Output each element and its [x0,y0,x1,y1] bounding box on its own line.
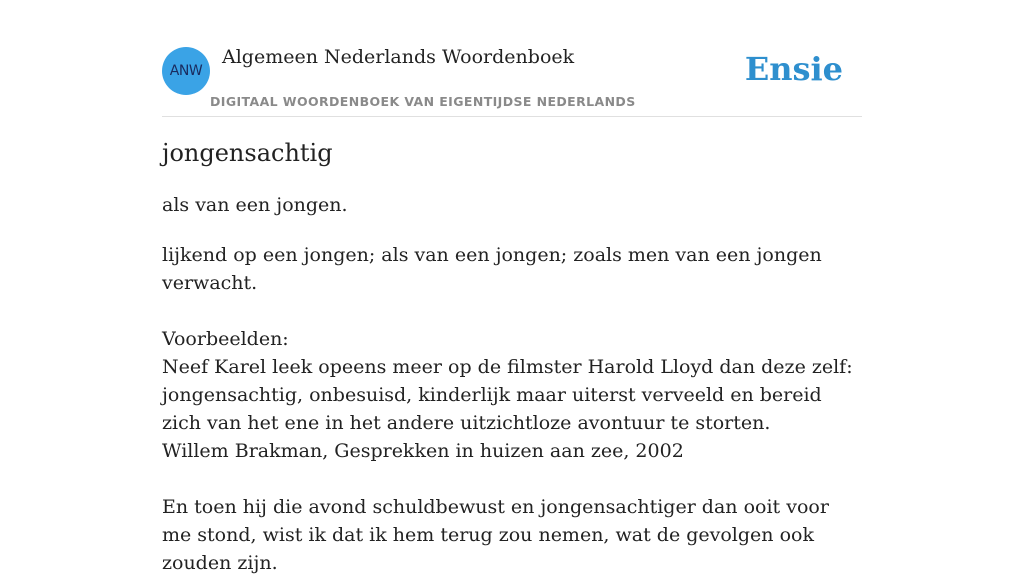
logo-text: ANW [169,63,203,79]
example-source: Willem Brakman, Gesprekken in huizen aan zee, 2002 [162,440,684,462]
short-definition: als van een jongen. [162,194,348,216]
example-quote: En toen hij die avond schuldbewust en jongensachtiger dan ooit voor me stond, wist ik dat ik hem terug zou nemen, wat de gevolgen ook zouden zijn. [162,496,829,574]
entry-word: jongensachtig [162,139,333,167]
long-definition-block [162,241,862,577]
site-title[interactable]: Algemeen Nederlands Woordenboek [222,46,575,68]
site-subtitle: DIGITAAL WOORDENBOEK VAN EIGENTIJDSE NEDERLANDS [210,94,636,109]
ensie-brand-logo[interactable]: Ensie [744,50,843,88]
examples-label: Voorbeelden: [162,328,289,350]
example-quote: Neef Karel leek opeens meer op de filmster Harold Lloyd dan deze zelf: jongensachtig, onbesuisd, kinderlijk maar uiterst verveeld en bereid zich van het ene in het andere uitzichtloze avontuur te storten. [162,356,853,434]
long-definition: lijkend op een jongen; als van een jongen; zoals men van een jongen verwacht. [162,244,822,294]
site-header [162,0,862,117]
anw-logo[interactable] [162,47,210,95]
page [162,0,862,574]
